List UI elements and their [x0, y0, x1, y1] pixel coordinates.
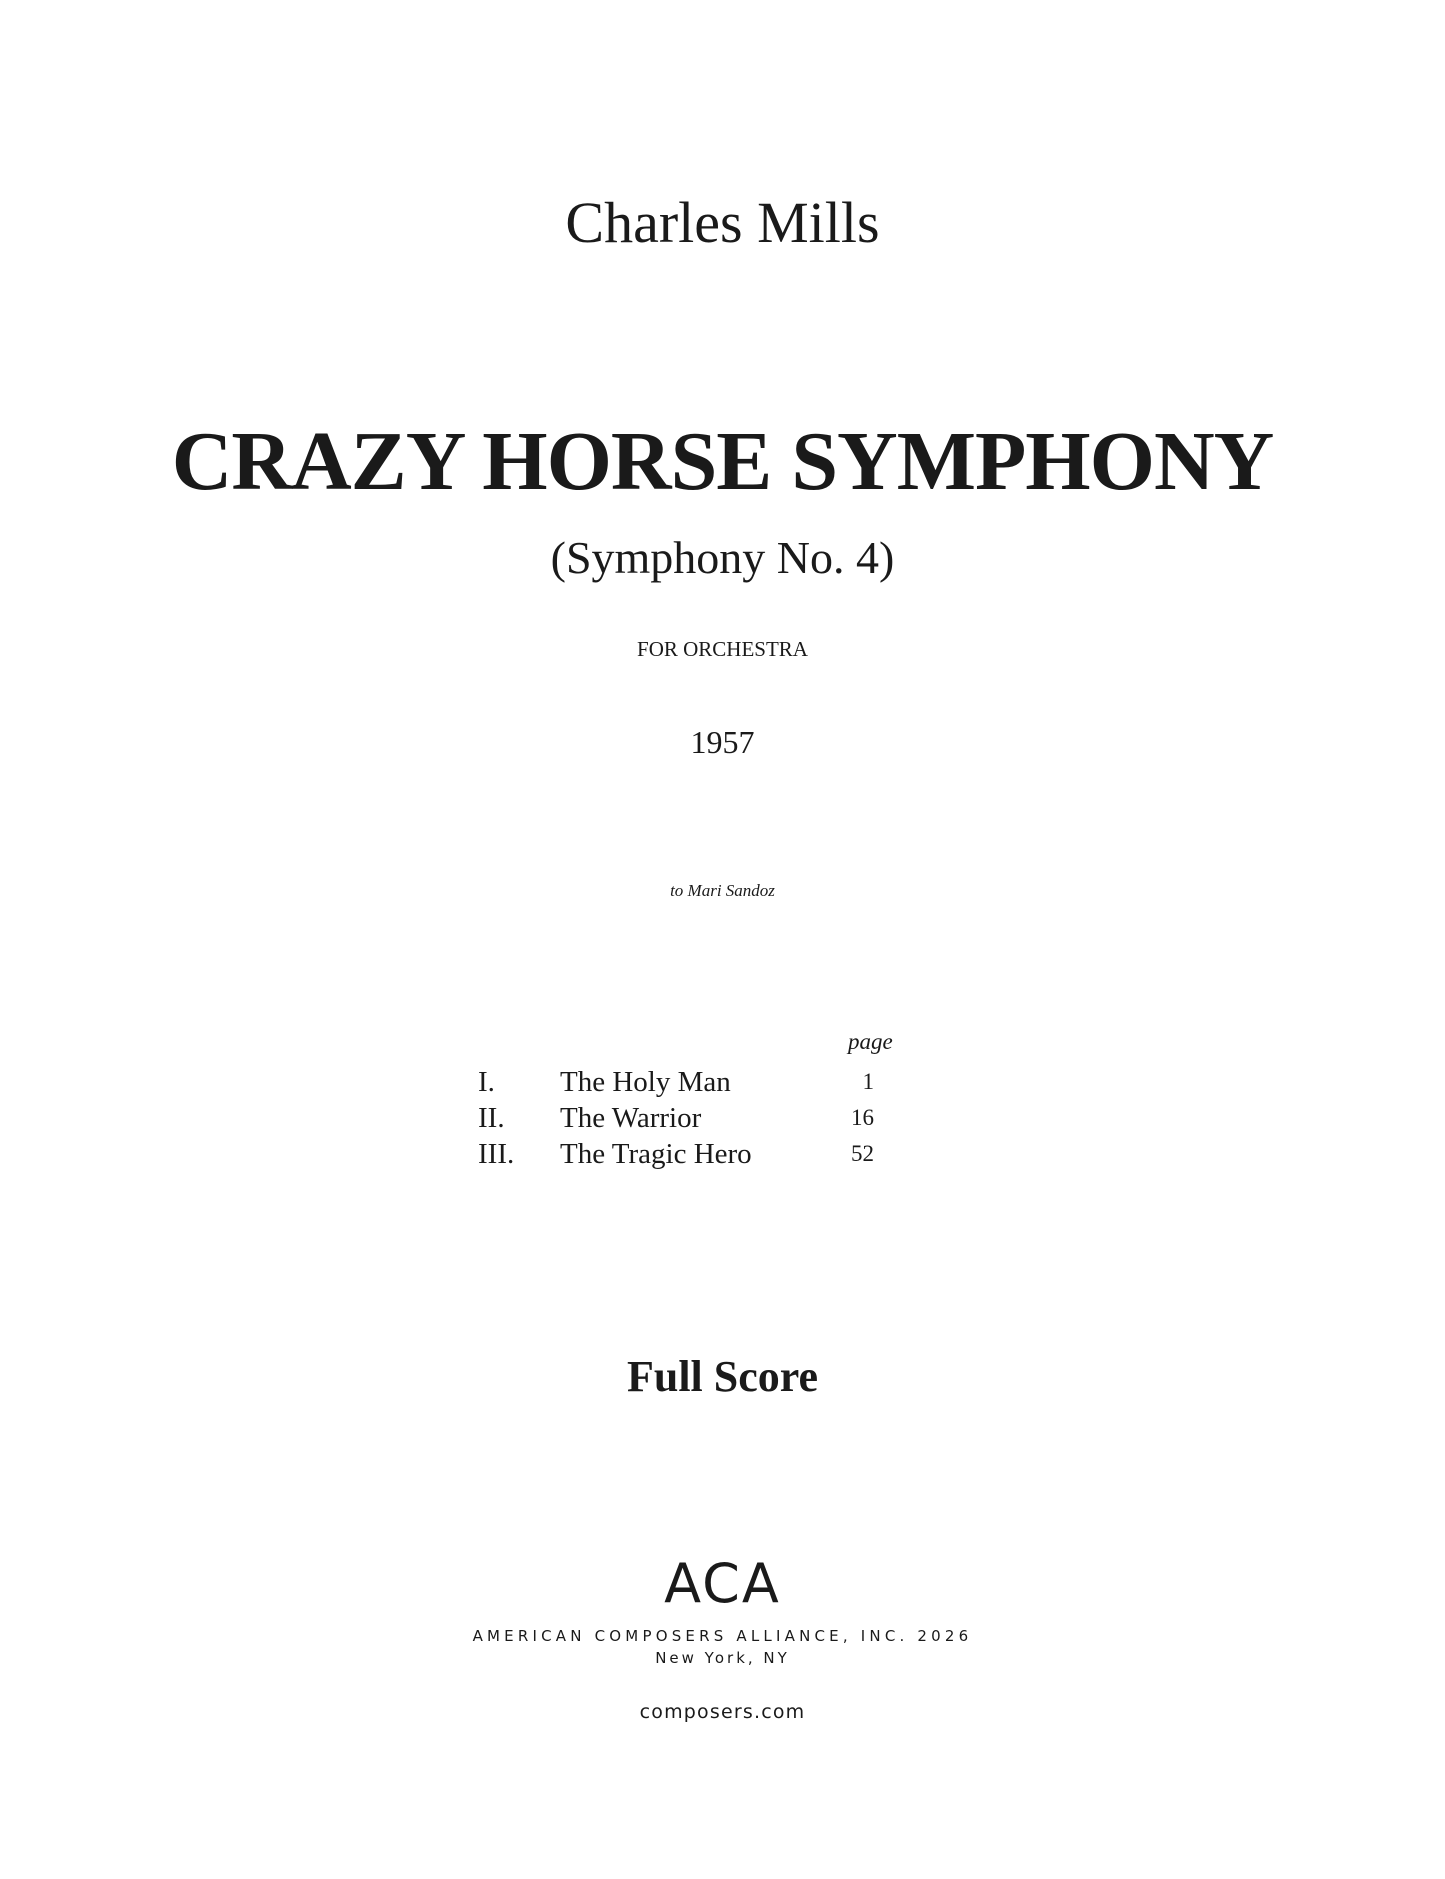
publisher-location: New York, NY: [655, 1649, 790, 1667]
publisher-name: AMERICAN COMPOSERS ALLIANCE, INC. 2026: [472, 1627, 973, 1645]
contents-row: [478, 1100, 898, 1136]
work-subtitle: (Symphony No. 4): [550, 532, 895, 583]
contents-row: [478, 1064, 898, 1100]
movement-number: I.: [478, 1066, 495, 1098]
movement-number: II.: [478, 1102, 505, 1134]
movement-number: III.: [478, 1138, 515, 1170]
composition-year: 1957: [690, 724, 755, 760]
contents-page-header: page: [848, 1029, 893, 1054]
instrumentation: FOR ORCHESTRA: [637, 637, 808, 661]
movement-page: 52: [851, 1141, 874, 1166]
movement-page: 1: [862, 1069, 874, 1094]
publisher-logo: ACA: [664, 1552, 781, 1615]
score-type: Full Score: [626, 1352, 819, 1401]
movement-title: The Tragic Hero: [560, 1138, 752, 1170]
movement-page: 16: [851, 1105, 874, 1130]
contents-row: [478, 1136, 898, 1172]
movement-title: The Holy Man: [560, 1066, 731, 1098]
work-title: CRAZY HORSE SYMPHONY: [171, 415, 1274, 508]
composer-name: Charles Mills: [565, 190, 880, 255]
publisher-website: composers.com: [639, 1701, 806, 1723]
dedication: to Mari Sandoz: [670, 881, 775, 900]
movement-title: The Warrior: [560, 1102, 702, 1134]
